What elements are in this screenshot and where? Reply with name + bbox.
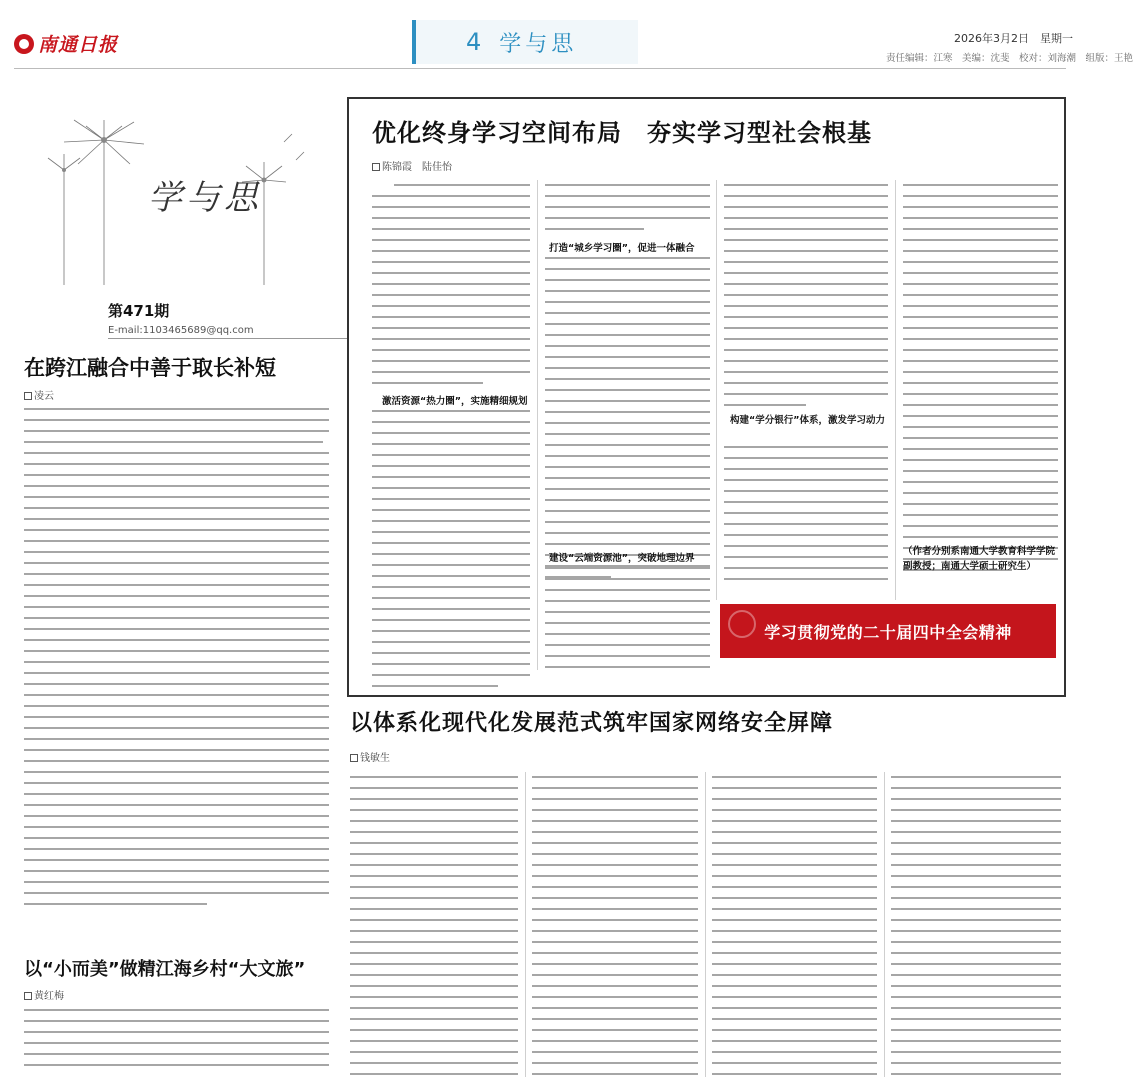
main-article-byline [372,158,452,173]
column-divider [716,180,717,600]
page-section-name: 学与思 [499,31,578,57]
main-article-col-2c [545,567,710,673]
main-article-col-2b [545,257,710,545]
main-article-col-2a [545,184,710,234]
byline-marker-icon [24,992,32,1000]
theme-banner-text: 学习贯彻党的二十届四中全会精神 [764,622,1012,642]
column-divider [537,180,538,670]
left-article-2-body [24,1009,329,1077]
bottom-article-byline [350,749,390,764]
contact-email[interactable]: E-mail:1103465689@qq.com [108,325,254,336]
page-section-tab [412,20,638,64]
main-subhead-4: 构建“学分银行”体系，激发学习动力 [730,415,885,426]
bottom-article-col-2 [532,776,698,1076]
main-article-col-3a [724,184,888,406]
theme-banner [720,604,1056,658]
bottom-article-col-4 [891,776,1061,1076]
bottom-article-col-1 [350,776,518,1076]
column-header [24,120,324,336]
bottom-article-title[interactable]: 以体系化现代化发展范式筑牢国家网络安全屏障 [350,711,834,736]
issue-number: 第471期 [108,302,170,320]
column-divider [705,772,706,1077]
main-article-author-note: （作者分别系南通大学教育科学学院副教授；南通大学硕士研究生） [903,546,1056,572]
main-article-col-4 [903,184,1058,544]
main-subhead-2: 激活资源“热力圈”，实施精细规划 [382,396,528,407]
main-article-col-1b [372,410,530,672]
left-article-1-byline [24,387,54,402]
main-article-col-1a [372,184,530,386]
masthead-divider [14,68,1066,69]
left-article-1-author: 凌云 [34,391,54,402]
main-article-title[interactable]: 优化终身学习空间布局 夯实学习型社会根基 [372,119,872,147]
left-article-2-byline [24,987,64,1002]
column-divider [884,772,885,1077]
logo-emblem-icon [14,34,34,54]
column-divider [525,772,526,1077]
column-title: 学与思 [148,178,262,218]
newspaper-logo[interactable] [14,30,118,57]
main-subhead-3: 建设“云端资源池”，突破地理边界 [549,553,695,564]
editors-credit: 责任编辑：江寒 美编：沈斐 校对：刘海潮 组版：王艳 [886,53,1133,64]
issue-date: 2026年3月2日 星期一 [954,32,1073,45]
left-article-1-body [24,408,329,918]
masthead [0,0,1133,70]
byline-marker-icon [350,754,358,762]
byline-marker-icon [24,392,32,400]
column-divider [895,180,896,600]
left-article-2-title[interactable]: 以“小而美”做精江海乡村“大文旅” [24,959,306,980]
byline-marker-icon [372,163,380,171]
bottom-article-author: 钱敏生 [360,753,390,764]
left-article-2-author: 黄红梅 [34,991,64,1002]
main-subhead-1: 打造“城乡学习圈”，促进一体融合 [549,243,695,254]
main-article-author: 陈锦霞 陆佳怡 [382,162,452,173]
main-article-col-3b [724,446,888,596]
bottom-article-col-3 [712,776,877,1076]
page-number: 4 [466,28,482,56]
left-article-1-title[interactable]: 在跨江融合中善于取长补短 [24,356,276,380]
email-underline [108,338,348,339]
logo-text: 南通日报 [38,34,119,56]
